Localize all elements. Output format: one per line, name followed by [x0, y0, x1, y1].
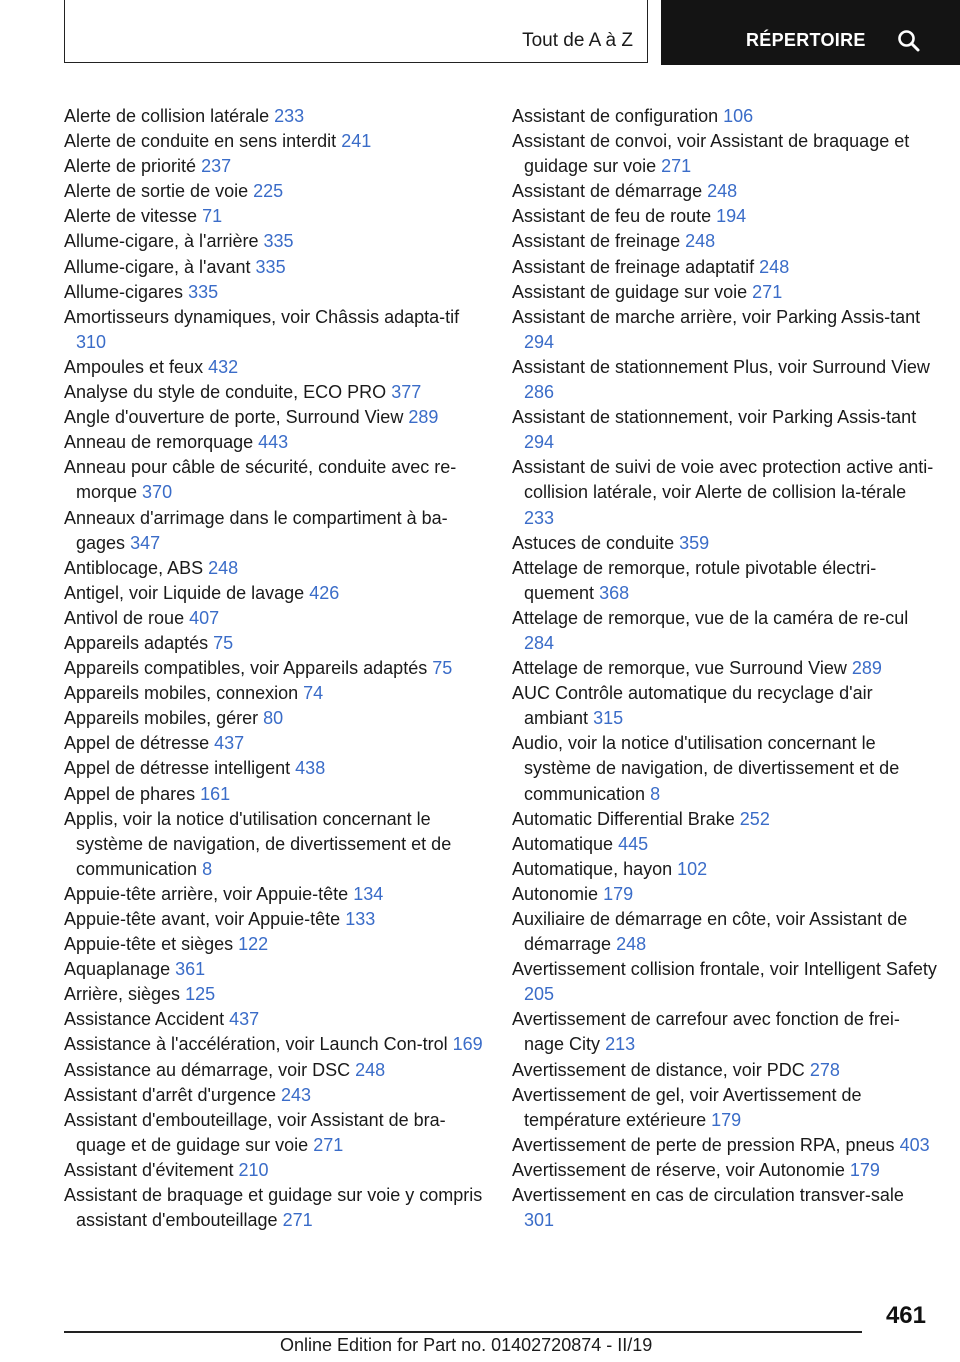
index-entry — [512, 455, 937, 530]
entry-term: AUC Contrôle automatique du recyclage d'air ambiant — [512, 683, 873, 729]
entry-term: Automatique — [512, 833, 614, 854]
entry-term: Appareils adaptés — [64, 632, 209, 653]
page-link[interactable]: 225 — [253, 181, 284, 202]
entry-term: Anneau pour câble de sécurité, conduite avec re‐morque — [64, 457, 457, 503]
entry-term: Assistant de guidage sur voie — [512, 281, 748, 302]
entry-term: Avertissement de carrefour avec fonction de frei‐nage City — [512, 1009, 900, 1055]
index-entry — [512, 857, 937, 882]
page-link[interactable]: 335 — [255, 256, 286, 277]
entry-term: Assistant d'embouteillage, voir Assistant de bra‐quage et de guidage sur voie — [64, 1109, 446, 1155]
index-entry — [512, 807, 937, 832]
page-link[interactable]: 301 — [524, 1210, 555, 1231]
page-link[interactable]: 233 — [524, 507, 555, 528]
entry-term: Assistant de freinage adaptatif — [512, 256, 755, 277]
entry-term: Attelage de remorque, vue de la caméra de re‐cul — [512, 607, 909, 628]
entry-term: Amortisseurs dynamiques, voir Châssis adapta‐tif — [64, 306, 460, 327]
entry-term: Assistant de marche arrière, voir Parking Assis‐tant — [512, 306, 921, 327]
index-entry — [64, 179, 494, 204]
page-link[interactable]: 286 — [524, 382, 555, 403]
index-entry — [64, 907, 494, 932]
page-link[interactable]: 8 — [202, 858, 213, 879]
page-link[interactable]: 134 — [353, 883, 384, 904]
index-entry — [64, 982, 494, 1007]
index-entry — [512, 957, 937, 1007]
index-entry — [512, 1158, 937, 1183]
tab-label-repertoire: RÉPERTOIRE — [746, 30, 866, 50]
index-entry — [512, 255, 937, 280]
page-link[interactable]: 438 — [295, 758, 326, 779]
index-entry — [512, 229, 937, 254]
entry-term: Appuie-tête avant, voir Appuie-tête — [64, 909, 341, 929]
page-link[interactable]: 315 — [593, 708, 624, 729]
index-entry — [512, 832, 937, 857]
page-link[interactable]: 233 — [274, 106, 305, 126]
index-entry — [64, 957, 494, 982]
page-link[interactable]: 407 — [189, 607, 220, 628]
page-link[interactable]: 368 — [599, 582, 630, 603]
page-link[interactable]: 210 — [238, 1159, 269, 1180]
index-entry — [512, 104, 937, 129]
page-link[interactable]: 278 — [809, 1059, 840, 1080]
index-entry — [512, 907, 937, 957]
entry-term: Assistant de suivi de voie avec protection active anti-collision latérale, voir Alerte de collision la‐térale — [512, 457, 934, 503]
index-entry — [512, 1058, 937, 1083]
entry-term: Appareils mobiles, gérer — [64, 708, 259, 729]
entry-term: Antiblocage, ABS — [64, 557, 204, 578]
index-entry — [512, 1007, 937, 1057]
entry-term: Avertissement collision frontale, voir Intelligent Safety — [512, 959, 937, 980]
page-link[interactable]: 445 — [618, 833, 649, 854]
index-entry — [512, 405, 937, 455]
page-link[interactable]: 133 — [345, 909, 376, 929]
index-entry — [64, 606, 494, 631]
entry-term: Alerte de conduite en sens interdit — [64, 131, 337, 152]
page-link[interactable]: 106 — [723, 106, 754, 126]
page-link[interactable]: 248 — [355, 1059, 386, 1080]
entry-term: Appel de détresse — [64, 733, 210, 754]
entry-term: Alerte de vitesse — [64, 206, 198, 227]
index-entry — [64, 380, 494, 405]
entry-term: Allume-cigare, à l'arrière — [64, 231, 259, 252]
entry-term: Avertissement en cas de circulation transver‐sale — [512, 1185, 904, 1206]
entry-term: Appel de phares — [64, 783, 196, 804]
entry-term: Arrière, sièges — [64, 984, 181, 1005]
page-link[interactable]: 403 — [899, 1134, 930, 1155]
page-link[interactable]: 179 — [849, 1159, 880, 1180]
entry-term: Assistant de stationnement Plus, voir Surround View — [512, 356, 930, 377]
index-entry — [64, 455, 494, 505]
page-link[interactable]: 248 — [208, 557, 239, 578]
page-link[interactable]: 179 — [711, 1109, 742, 1130]
page-link[interactable]: 248 — [759, 256, 790, 277]
index-entry — [64, 355, 494, 380]
index-entry — [64, 229, 494, 254]
page-link[interactable]: 289 — [851, 658, 882, 679]
entry-term: Ampoules et feux — [64, 356, 204, 377]
index-entry — [512, 556, 937, 606]
page-link[interactable]: 169 — [452, 1034, 483, 1055]
entry-term: Avertissement de réserve, voir Autonomie — [512, 1159, 845, 1180]
index-entry — [512, 1133, 937, 1158]
tab-repertoire[interactable] — [661, 0, 960, 65]
index-entry — [64, 1108, 494, 1158]
page-link[interactable]: 248 — [616, 934, 647, 955]
index-entry — [512, 280, 937, 305]
page-link[interactable]: 248 — [707, 181, 738, 202]
page-link[interactable]: 289 — [408, 407, 439, 428]
entry-term: Assistant de feu de route — [512, 206, 712, 227]
index-entry — [64, 154, 494, 179]
page-link[interactable]: 74 — [303, 683, 324, 704]
entry-term: Appel de détresse intelligent — [64, 758, 291, 779]
index-entry — [512, 882, 937, 907]
page-link[interactable]: 75 — [432, 658, 453, 679]
page-link[interactable]: 248 — [685, 231, 716, 252]
entry-term: Avertissement de distance, voir PDC — [512, 1059, 805, 1080]
entry-term: Antigel, voir Liquide de lavage — [64, 582, 305, 603]
entry-term: Alerte de collision latérale — [64, 106, 270, 126]
index-entry — [64, 681, 494, 706]
entry-term: Analyse du style de conduite, ECO PRO — [64, 382, 387, 403]
index-entry — [512, 204, 937, 229]
index-entry — [64, 204, 494, 229]
index-entry — [512, 731, 937, 806]
entry-term: Anneau de remorquage — [64, 432, 254, 453]
index-entry — [64, 1083, 494, 1108]
page-link[interactable]: 237 — [201, 156, 232, 177]
entry-term: Alerte de priorité — [64, 156, 197, 177]
page-link[interactable]: 252 — [739, 808, 770, 829]
page-link[interactable]: 271 — [752, 281, 783, 302]
page-link[interactable]: 243 — [281, 1084, 312, 1105]
entry-term: Attelage de remorque, vue Surround View — [512, 658, 847, 679]
entry-term: Aquaplanage — [64, 959, 171, 980]
index-entry — [512, 1083, 937, 1133]
page-link[interactable]: 335 — [188, 281, 219, 302]
index-entry — [64, 506, 494, 556]
page-link[interactable]: 71 — [202, 206, 223, 227]
page-link[interactable]: 310 — [76, 331, 107, 352]
entry-term: Assistance à l'accélération, voir Launch Con‐trol — [64, 1034, 448, 1055]
index-entry — [64, 305, 494, 355]
index-entry — [64, 1058, 494, 1083]
entry-term: Allume-cigares — [64, 281, 184, 302]
page-link[interactable]: 241 — [341, 131, 372, 152]
index-entry — [64, 430, 494, 455]
entry-term: Attelage de remorque, rotule pivotable électri‐quement — [512, 557, 877, 603]
entry-term: Audio, voir la notice d'utilisation concernant le système de navigation, de divertissement et de communication — [512, 733, 900, 804]
page-link[interactable]: 437 — [214, 733, 245, 754]
index-entry — [512, 531, 937, 556]
index-entry — [64, 581, 494, 606]
page-link[interactable]: 271 — [661, 156, 692, 177]
tab-tout-de-a-a-z[interactable] — [64, 0, 648, 63]
entry-term: Angle d'ouverture de porte, Surround View — [64, 407, 404, 428]
entry-term: Anneaux d'arrimage dans le compartiment à ba‐gages — [64, 507, 448, 553]
index-entry — [64, 255, 494, 280]
page-link[interactable]: 347 — [130, 532, 161, 553]
page-link[interactable]: 271 — [282, 1210, 313, 1231]
page-link[interactable]: 335 — [263, 231, 294, 252]
page-link[interactable]: 271 — [313, 1134, 344, 1155]
tab-label-az: Tout de A à Z — [522, 30, 633, 51]
page-number: 461 — [885, 1302, 926, 1329]
entry-term: Appuie-tête et sièges — [64, 934, 234, 955]
page-link[interactable]: 80 — [263, 708, 284, 729]
entry-term: Assistance Accident — [64, 1009, 225, 1030]
index-entry — [64, 1183, 494, 1233]
page-link[interactable]: 194 — [716, 206, 747, 227]
entry-term: Auxiliaire de démarrage en côte, voir Assistant de démarrage — [512, 909, 908, 955]
entry-term: Assistant de configuration — [512, 106, 719, 126]
page-link[interactable]: 359 — [679, 532, 710, 553]
index-entry — [64, 882, 494, 907]
entry-term: Automatique, hayon — [512, 858, 673, 879]
index-entry — [512, 656, 937, 681]
entry-term: Assistant de freinage — [512, 231, 681, 252]
page-link[interactable]: 205 — [524, 984, 555, 1005]
page-link[interactable]: 102 — [677, 858, 708, 879]
index-entry — [64, 807, 494, 882]
entry-term: Antivol de roue — [64, 607, 185, 628]
index-entry — [512, 179, 937, 204]
entry-term: Avertissement de perte de pression RPA, pneus — [512, 1134, 895, 1155]
entry-term: Assistant d'arrêt d'urgence — [64, 1084, 276, 1105]
page-link[interactable]: 377 — [391, 382, 422, 403]
index-entry — [64, 1032, 494, 1057]
index-entry — [64, 706, 494, 731]
entry-term: Allume-cigare, à l'avant — [64, 256, 251, 277]
index-entry — [64, 656, 494, 681]
index-entry — [64, 1007, 494, 1032]
page-link[interactable]: 432 — [208, 356, 239, 377]
page-link[interactable]: 426 — [309, 582, 340, 603]
page-link[interactable]: 370 — [142, 482, 173, 503]
index-entry — [512, 305, 937, 355]
entry-term: Assistant de démarrage — [512, 181, 703, 202]
entry-term: Assistance au démarrage, voir DSC — [64, 1059, 351, 1080]
index-entry — [512, 355, 937, 405]
entry-term: Assistant de stationnement, voir Parking Assis‐tant — [512, 407, 917, 428]
page-link[interactable]: 437 — [229, 1009, 260, 1030]
index-entry — [64, 932, 494, 957]
footer-divider — [64, 1331, 862, 1333]
index-entry — [512, 606, 937, 656]
index-entry — [64, 405, 494, 430]
index-entry — [64, 104, 494, 129]
index-entry — [64, 556, 494, 581]
index-entry — [64, 280, 494, 305]
index-entry — [64, 631, 494, 656]
entry-term: Avertissement de gel, voir Avertissement de température extérieure — [512, 1084, 862, 1130]
entry-term: Appareils compatibles, voir Appareils adaptés — [64, 658, 428, 679]
edition-footer: Online Edition for Part no. 01402720874 - II/19 — [280, 1335, 653, 1355]
entry-term: Appareils mobiles, connexion — [64, 683, 299, 704]
page-link[interactable]: 443 — [258, 432, 289, 453]
entry-term: Assistant de braquage et guidage sur voie y compris assistant d'embouteillage — [64, 1185, 483, 1231]
index-entry — [64, 731, 494, 756]
index-entry — [512, 1183, 937, 1233]
page-link[interactable]: 179 — [603, 883, 634, 904]
entry-term: Alerte de sortie de voie — [64, 181, 249, 202]
entry-term: Autonomie — [512, 883, 599, 904]
index-entry — [512, 681, 937, 731]
page-link[interactable]: 8 — [650, 783, 661, 804]
page-link[interactable]: 294 — [524, 331, 555, 352]
entry-term: Astuces de conduite — [512, 532, 675, 553]
page-link[interactable]: 213 — [605, 1034, 636, 1055]
index-entry — [64, 782, 494, 807]
index-entry — [64, 129, 494, 154]
index-column-right — [512, 104, 937, 1233]
entry-term: Appuie-tête arrière, voir Appuie-tête — [64, 883, 349, 904]
page-link[interactable]: 75 — [213, 632, 234, 653]
page-link[interactable]: 284 — [524, 632, 555, 653]
search-icon[interactable] — [897, 29, 921, 53]
page-link[interactable]: 294 — [524, 432, 555, 453]
index-entry — [64, 1158, 494, 1183]
index-column-left — [64, 104, 494, 1233]
page-link[interactable]: 161 — [200, 783, 231, 804]
entry-term: Assistant d'évitement — [64, 1159, 234, 1180]
page-link[interactable]: 122 — [238, 934, 269, 955]
entry-term: Applis, voir la notice d'utilisation concernant le système de navigation, de divertissement et de communication — [64, 808, 452, 879]
page-link[interactable]: 361 — [175, 959, 206, 980]
entry-term: Automatic Differential Brake — [512, 808, 735, 829]
index-entry — [512, 129, 937, 179]
page-link[interactable]: 125 — [185, 984, 216, 1005]
index-entry — [64, 756, 494, 781]
entry-term: Assistant de convoi, voir Assistant de braquage et guidage sur voie — [512, 131, 910, 177]
